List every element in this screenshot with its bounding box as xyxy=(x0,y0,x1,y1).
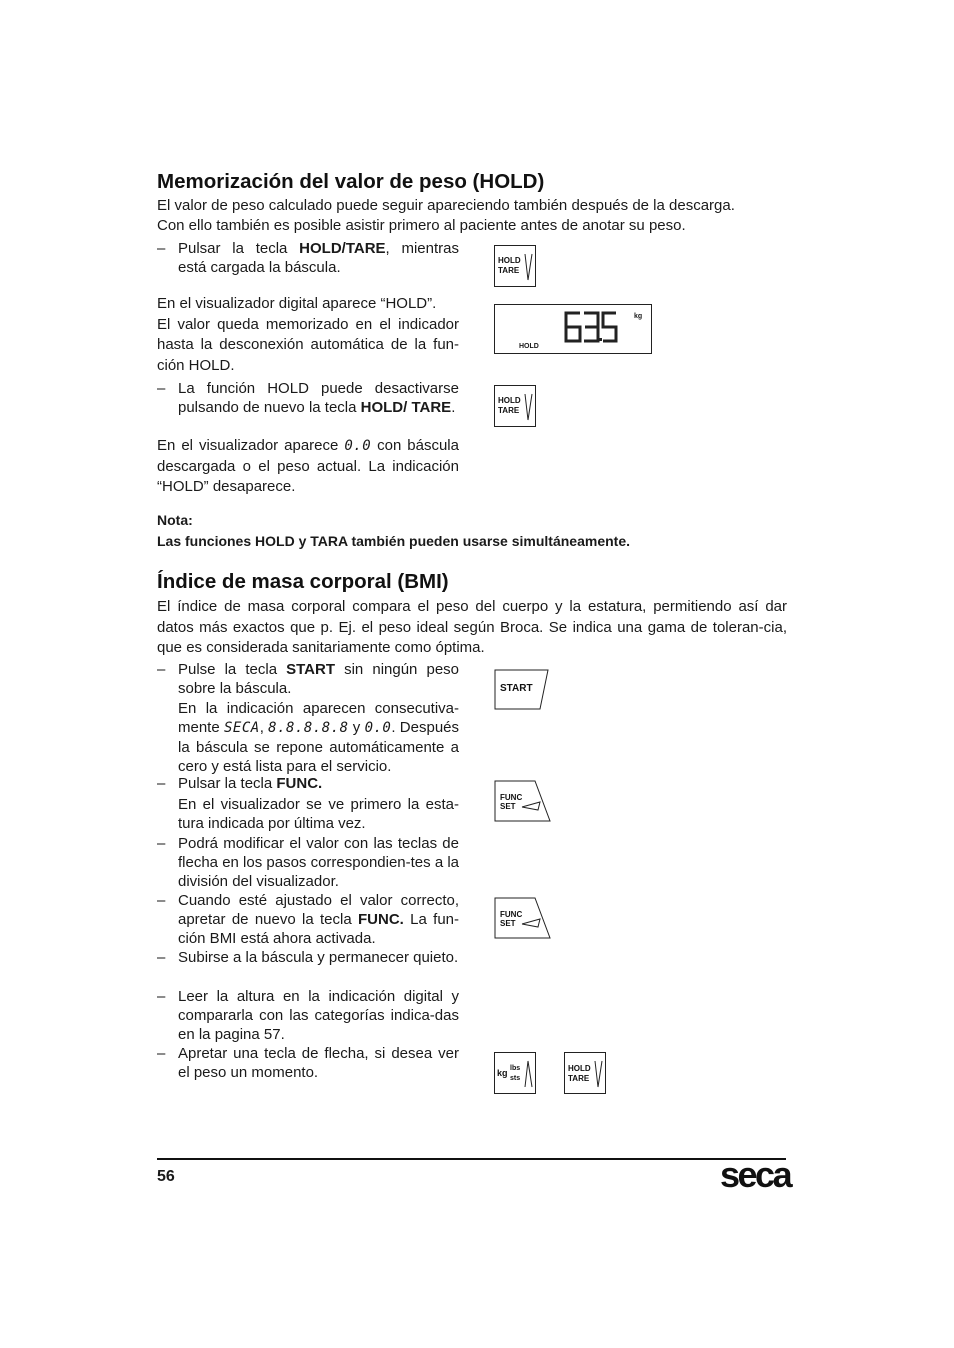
hold-tare-key[interactable]: HOLD TARE xyxy=(564,1052,606,1094)
arrow-down-icon xyxy=(495,246,535,286)
digital-display xyxy=(494,304,652,354)
footer-rule xyxy=(157,1158,786,1160)
note-label: Nota: xyxy=(157,512,193,528)
arrow-up-icon xyxy=(495,1053,535,1093)
bmi-step-arrows: – Podrá modificar el valor con las teclas de flecha en los pasos correspondien-tes a la división del visualizador. xyxy=(157,835,460,890)
section-title-bmi: Índice de masa corporal (BMI) xyxy=(157,570,449,593)
hold-step-2: – La función HOLD puede desactivarse pulsando de nuevo la tecla HOLD/ TARE. xyxy=(157,380,459,416)
bmi-intro: El índice de masa corporal compara el peso del cuerpo y la estatura, permitiendo así dar datos más exactos que p. Ej. el peso ideal según Broca. Se indica una gama de toleran-cia, que es considerada sanitariamente como óptima. xyxy=(157,598,787,656)
section-title-hold: Memorización del valor de peso (HOLD) xyxy=(157,170,545,193)
start-key[interactable]: START xyxy=(494,669,550,710)
func-set-key[interactable]: FUNC SET xyxy=(494,897,552,939)
hold-intro-line-1: El valor de peso calculado puede seguir apareciendo también después de la descarga. xyxy=(157,197,735,214)
bmi-step-start: – Pulse la tecla START sin ningún peso sobre la báscula. En la indicación aparecen consecutiva-mente SECA, 8.8.8.8.8 y 0.0. Después la báscula se repone automáticamente a cero y está lista para el servicio. xyxy=(157,661,460,775)
bmi-step-stand: – Subirse a la báscula y permanecer quieto. xyxy=(157,949,459,966)
bmi-step-read: – Leer la altura en la indicación digital y compararla con las categorías indica-das en la pagina 57. xyxy=(157,988,459,1043)
display-description: En el visualizador digital aparece “HOLD”. El valor queda memorizado en el indicador hasta la desconexión automática de la fun-ción HOLD. xyxy=(157,295,459,374)
after-hold-text: En el visualizador aparece 0.0 con báscula descargada o el peso actual. La indicación “HOLD” desaparece. xyxy=(157,437,459,495)
note-text: Las funciones HOLD y TARA también pueden usarse simultáneamente. xyxy=(157,533,630,549)
bmi-step-confirm: – Cuando esté ajustado el valor correcto, apretar de nuevo la tecla FUNC. La fun-ción BMI está ahora activada. xyxy=(157,892,460,947)
hold-step-1: – Pulsar la tecla HOLD/TARE, mientras está cargada la báscula. xyxy=(157,240,459,276)
hold-tare-key[interactable]: HOLD TARE xyxy=(494,385,536,427)
arrow-down-icon xyxy=(495,386,535,426)
unit-key[interactable]: kg lbs sts xyxy=(494,1052,536,1094)
hold-intro-line-2: Con ello también es posible asistir primero al paciente antes de anotar su peso. xyxy=(157,217,686,234)
arrow-down-icon xyxy=(565,1053,605,1093)
func-set-key[interactable]: FUNC SET xyxy=(494,780,552,822)
brand-logo: seca xyxy=(720,1154,791,1195)
display-hold-label: HOLD xyxy=(519,343,539,350)
hold-tare-key[interactable]: HOLD TARE xyxy=(494,245,536,287)
page-number: 56 xyxy=(157,1168,175,1185)
display-unit: kg xyxy=(634,313,643,320)
bmi-step-func: – Pulsar la tecla FUNC. En el visualizador se ve primero la esta-tura indicada por última vez. xyxy=(157,775,459,832)
bmi-step-weight: – Apretar una tecla de flecha, si desea ver el peso un momento. xyxy=(157,1045,459,1081)
